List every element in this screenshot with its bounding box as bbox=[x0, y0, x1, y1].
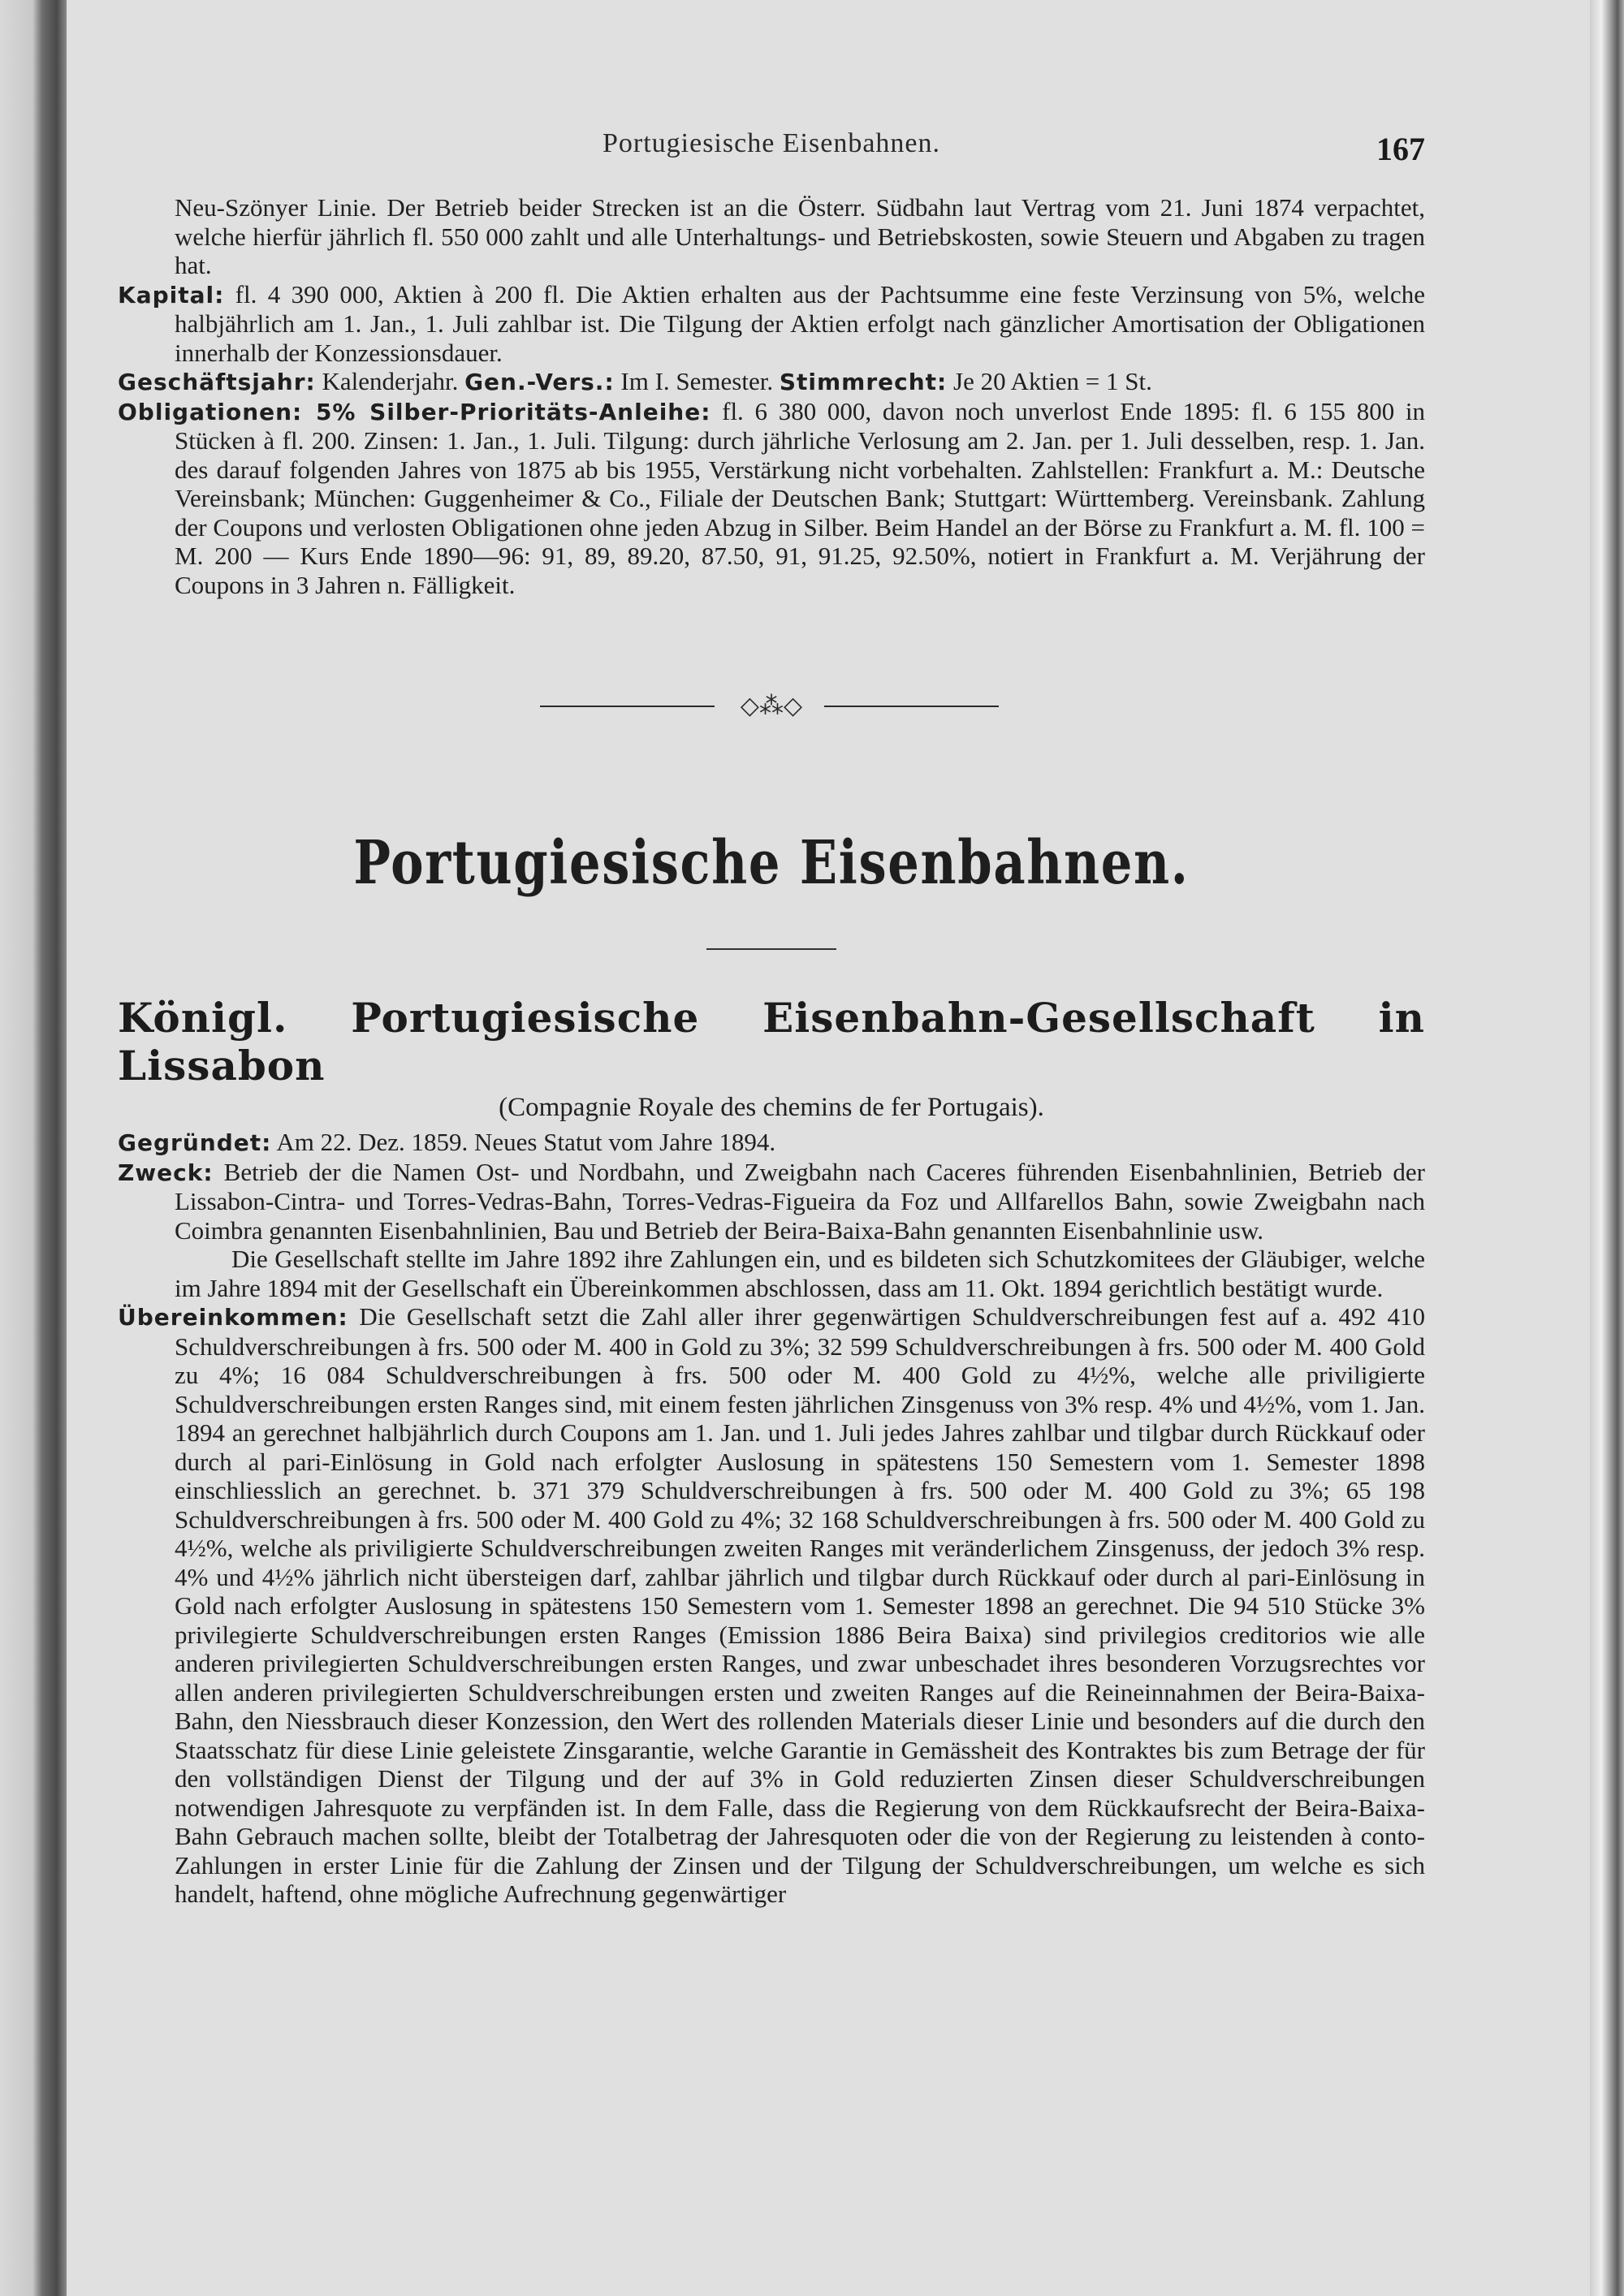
zweck-paragraph bbox=[118, 1158, 1425, 1245]
page-number: 167 bbox=[1376, 131, 1425, 167]
zweck-text: Betrieb der die Namen Ost- und Nordbahn, und Zweigbahn nach Caceres führenden Eisenbahnlinien, Betrieb der Lissabon-Cintra- und Torres-Vedras-Bahn, Torres-Vedras-Figueira da Foz und Allfarellos Bahn, sowie Zweigbahn nach Coimbra genannten Eisenbahnlinien, Bau und Betrieb der Beira-Baixa-Bahn genannten Eisenbahnlinie usw. bbox=[175, 1157, 1426, 1245]
page-edge bbox=[1590, 0, 1624, 2296]
gegruendet-label: Gegründet: bbox=[118, 1129, 272, 1156]
company-entry bbox=[118, 1128, 1425, 1909]
obligationen-label: Obligationen: 5% Silber-Prioritäts-Anleihe: bbox=[118, 398, 711, 425]
kapital-text: fl. 4 390 000, Aktien à 200 fl. Die Aktien erhalten aus der Pachtsumme eine feste Verzinsung von 5%, welche halbjährlich am 1. Jan., 1. Juli zahlbar ist. Die Tilgung der Aktien erfolgt nach gänzlicher Amortisation der Obligationen innerhalb der Konzessionsdauer. bbox=[175, 279, 1425, 367]
gegruendet-text: Am 22. Dez. 1859. Neues Statut vom Jahre 1894. bbox=[276, 1128, 776, 1156]
kapital-label: Kapital: bbox=[118, 281, 225, 309]
ornament-glyph: ◇⁂◇ bbox=[740, 692, 803, 720]
intro-paragraph: Neu-Szönyer Linie. Der Betrieb beider Strecken ist an die Österr. Südbahn laut Vertrag vom 21. Juni 1874 verpachtet, welche hierfür jährlich fl. 550 000 zahlt und alle Unterhaltungs- und Betriebskosten, sowie Steuern und Abgaben zu tragen hat. bbox=[175, 193, 1425, 279]
ornament-rule-right bbox=[824, 706, 999, 707]
geschaeftsjahr-label: Geschäftsjahr: bbox=[118, 369, 316, 395]
uebereinkommen-label: Übereinkommen: bbox=[118, 1304, 348, 1331]
uebereinkommen-paragraph bbox=[118, 1302, 1425, 1909]
geschaeftsjahr-text: Kalenderjahr. bbox=[322, 367, 459, 395]
running-title: Portugiesische Eisenbahnen. bbox=[602, 128, 941, 158]
uebereinkommen-text: Die Gesellschaft setzt die Zahl aller ihrer gegenwärtigen Schuldverschreibungen fest auf a. 492 410 Schuldverschreibungen à frs. 500 oder M. 400 in Gold zu 3%; 32 599 Schuldverschreibungen à frs. 500 oder M. 400 Gold zu 4%; 16 084 Schuldverschreibungen à frs. 500 oder M. 400 Gold zu 4½%, welche alle priviligierte Schuldverschreibungen ersten Ranges sind, mit einem festen jährlichen Zinsgenuss von 3% resp. 4% und 4½%, vom 1. Jan. 1894 an gerechnet halbjährlich durch Coupons am 1. Jan. und 1. Juli jedes Jahres zahlbar und tilgbar durch Rückkauf oder durch al pari-Einlösung in Gold nach erfolgter Auslosung in spätestens 150 Semestern vom 1. Semester 1898 einschliesslich an gerechnet. b. 371 379 Schuldverschreibungen à frs. 500 oder M. 400 Gold zu 3%; 65 198 Schuldverschreibungen à frs. 500 oder M. 400 Gold zu 4%; 32 168 Schuldverschreibungen à frs. 500 oder M. 400 Gold zu 4½%, welche als priviligierte Schuldverschreibungen zweiten Ranges mit veränderlichem Zinsgenuss, der jedoch 3% resp. 4% und 4½% jährlich nicht übersteigen darf, zahlbar jährlich und tilgbar durch Rückkauf oder durch al pari-Einlösung in Gold nach erfolgter Auslosung in spätestens 150 Semestern vom 1. Semester 1898 an gerechnet. Die 94 510 Stücke 3% privilegierte Schuldverschreibungen ersten Ranges (Emission 1886 Beira Baixa) sind privilegios creditorios wie alle anderen privilegierten Schuldverschreibungen ersten Ranges, und zwar unbeschadet ihres besonderen Vorzugsrechtes vor allen anderen privilegierten Schuldverschreibungen ersten und zweiten Ranges auf die Reineinnahmen der Beira-Baixa-Bahn, den Niessbrauch dieser Konzession, den Wert des rollenden Materials dieser Linie und besonders auf die durch den Staatsschatz für diese Linie geleistete Zinsgarantie, welche Garantie in Gemässheit des Kontraktes bis zum Betrage der für den vollständigen Dienst der Tilgung und der auf 3% in Gold reduzierten Zinsen dieser Schuldverschreibungen notwendigen Jahresquote zu verpfänden ist. In dem Falle, dass die Regierung von dem Rückkaufsrecht der Beira-Baixa-Bahn Gebrauch machen sollte, bleibt der Totalbetrag der Jahresquoten oder die von der Regierung zu leistenden à conto-Zahlungen in erster Linie für die Zahlung der Zinsen und der Tilgung der Schuldverschreibungen, um welche es sich handelt, haftend, ohne mögliche Aufrechnung gegenwärtiger bbox=[175, 1302, 1425, 1908]
section-ornament bbox=[118, 690, 1425, 723]
stimmrecht-label: Stimmrecht: bbox=[779, 369, 948, 395]
genvers-label: Gen.-Vers.: bbox=[464, 369, 615, 395]
geschaeftsjahr-paragraph bbox=[118, 367, 1425, 397]
genvers-text: Im I. Semester. bbox=[620, 367, 774, 395]
zweck-paragraph-2: Die Gesellschaft stellte im Jahre 1892 ihre Zahlungen ein, und es bildeten sich Schutzkomitees der Gläubiger, welche im Jahre 1894 mit der Gesellschaft ein Übereinkommen abschlossen, dass am 11. Okt. 1894 gerichtlich bestätigt wurde. bbox=[175, 1245, 1425, 1302]
obligationen-text: fl. 6 380 000, davon noch unverlost Ende 1895: fl. 6 155 800 in Stücken à fl. 200. Zinsen: 1. Jan., 1. Juli. Tilgung: durch jährliche Verlosung am 2. Jan. per 1. Juli desselben, resp. 1. Jan. des darauf folgenden Jahres von 1875 ab bis 1955, Verstärkung nicht vorbehalten. Zahlstellen: Frankfurt a. M.: Deutsche Vereinsbank; München: Guggenheimer & Co., Filiale der Deutschen Bank; Stuttgart: Württemberg. Vereinsbank. Zahlung der Coupons und verlosten Obligationen ohne jeden Abzug in Silber. Beim Handel an der Börse zu Frankfurt a. M. fl. 100 = M. 200 — Kurs Ende 1890—96: 91, 89, 89.20, 87.50, 91, 91.25, 92.50%, notiert in Frankfurt a. M. Verjährung der Coupons in 3 Jahren n. Fälligkeit. bbox=[175, 396, 1426, 599]
company-subtitle: (Compagnie Royale des chemins de fer Portugais). bbox=[499, 1093, 1044, 1122]
zweck-label: Zweck: bbox=[118, 1159, 214, 1186]
gegruendet-paragraph bbox=[118, 1128, 1425, 1158]
running-header bbox=[118, 122, 1425, 170]
obligationen-paragraph bbox=[118, 397, 1425, 600]
section-divider bbox=[706, 948, 836, 950]
ornament-rule-left bbox=[540, 706, 715, 707]
company-title: Königl. Portugiesische Eisenbahn-Gesellschaft in Lissabon bbox=[118, 994, 1425, 1090]
section-title: Portugiesische Eisenbahnen. bbox=[353, 828, 1190, 898]
top-entry bbox=[118, 193, 1425, 599]
page-content bbox=[118, 122, 1425, 1909]
kapital-paragraph bbox=[118, 280, 1425, 368]
book-spine-shadow bbox=[0, 0, 67, 2296]
stimmrecht-text: Je 20 Aktien = 1 St. bbox=[953, 367, 1152, 395]
